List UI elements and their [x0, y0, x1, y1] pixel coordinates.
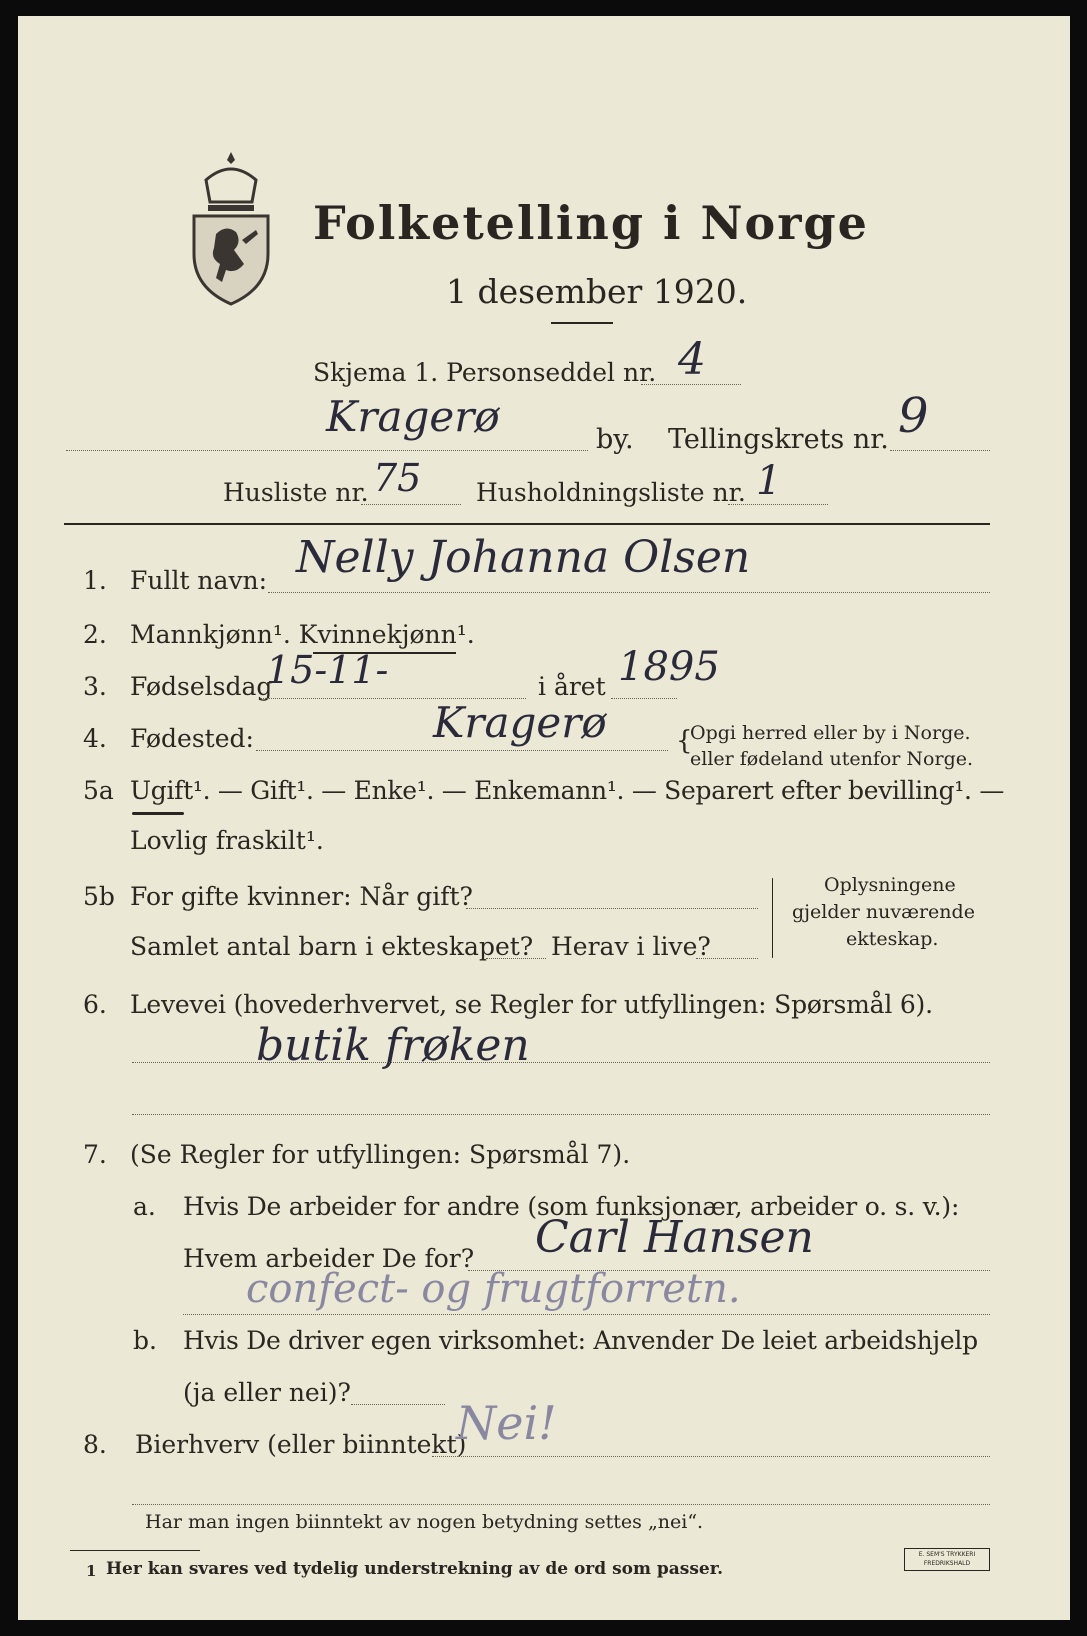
q7-number: 7.: [83, 1140, 107, 1169]
q3-number: 3.: [83, 672, 107, 701]
q5b-bracket: [772, 878, 773, 958]
q5b-note-line1: Oplysningene: [824, 874, 956, 896]
employer-value[interactable]: Carl Hansen: [535, 1212, 814, 1263]
q2-gender-options: Mannkjønn¹. Kvinnekjønn¹.: [130, 620, 475, 649]
q5b-children-label: Samlet antal barn i ekteskapet?: [130, 932, 534, 961]
q6-field-line1: [132, 1062, 990, 1063]
q4-number: 4.: [83, 724, 107, 753]
husliste-field-line: [361, 504, 461, 505]
husholdning-value[interactable]: 1: [756, 458, 782, 504]
birth-day-value[interactable]: 15-11-: [266, 648, 389, 692]
q7-label: (Se Regler for utfyllingen: Spørsmål 7).: [130, 1140, 631, 1169]
schema-label: Skjema 1. Personseddel nr.: [313, 358, 657, 387]
q7a-employer-field-line2: [183, 1314, 990, 1315]
q4-brace: {: [676, 726, 693, 756]
q4-note-line2: eller fødeland utenfor Norge.: [690, 748, 974, 770]
side-income-value[interactable]: Nei!: [456, 1396, 557, 1450]
q7b-label-line2: (ja eller nei)?: [183, 1378, 351, 1407]
footnote-text: Her kan svares ved tydelig understrekning av de ord som passer.: [106, 1559, 724, 1579]
norwegian-coat-of-arms-icon: [186, 150, 276, 308]
q5a-ugift-underline: [132, 812, 184, 815]
q7b-label-line1: Hvis De driver egen virksomhet: Anvender De leiet arbeidshjelp: [183, 1326, 978, 1355]
q1-label: Fullt navn:: [130, 566, 268, 595]
husholdning-field-line: [728, 504, 828, 505]
printer-stamp: E. SEM'S TRYKKERI FREDRIKSHALD: [904, 1548, 990, 1571]
q2-number: 2.: [83, 620, 107, 649]
census-date: 1 desember 1920.: [446, 272, 748, 311]
q5b-note-line3: ekteskap.: [846, 928, 939, 950]
q5b-alive-label: Herav i live?: [551, 932, 711, 961]
employer-business-value[interactable]: confect- og frugtforretn.: [246, 1266, 741, 1312]
q5a-marital-options-continued: Lovlig fraskilt¹.: [130, 826, 324, 855]
by-label: by.: [596, 424, 634, 455]
q4-field-line: [256, 750, 668, 751]
q5b-married-when-label: For gifte kvinner: Når gift?: [130, 882, 473, 911]
birth-year-value[interactable]: 1895: [618, 644, 720, 690]
q4-label: Fødested:: [130, 724, 254, 753]
husholdning-label: Husholdningsliste nr.: [476, 478, 746, 507]
q8-label: Bierhverv (eller biinntekt): [135, 1430, 467, 1459]
q8-field-line: [432, 1456, 990, 1457]
q7b-field-line: [351, 1404, 445, 1405]
schema-number-value[interactable]: 4: [678, 334, 706, 385]
census-form-page: [18, 16, 1070, 1620]
city-field-line: [66, 450, 588, 451]
q1-number: 1.: [83, 566, 107, 595]
q6-field-line2: [132, 1114, 990, 1115]
q1-field-line: [268, 592, 990, 593]
q5a-number: 5a: [83, 776, 114, 805]
header-separator: [64, 523, 990, 525]
q8-field-line2: [132, 1504, 990, 1505]
q6-label: Levevei (hovederhvervet, se Regler for utfyllingen: Spørsmål 6).: [130, 990, 933, 1019]
city-value[interactable]: Kragerø: [326, 392, 500, 441]
q7a-label-line1: Hvis De arbeider for andre (som funksjonær, arbeider o. s. v.):: [183, 1192, 960, 1221]
footnote-rule: [70, 1550, 200, 1551]
q8-number: 8.: [83, 1430, 107, 1459]
footer-note: Har man ingen biinntekt av nogen betydning settes „nei“.: [145, 1511, 704, 1533]
q7a-label-line2: Hvem arbeider De for?: [183, 1244, 475, 1273]
q5b-children-field-line: [486, 958, 546, 959]
tellingskrets-label: Tellingskrets nr.: [668, 424, 889, 455]
q5b-alive-field-line: [696, 958, 758, 959]
occupation-value[interactable]: butik frøken: [256, 1020, 530, 1071]
q3-label: Fødselsdag: [130, 672, 273, 701]
page-title: Folketelling i Norge: [313, 196, 869, 250]
q4-note-line1: Opgi herred eller by i Norge.: [690, 722, 971, 744]
q3-year-field-line: [611, 698, 677, 699]
husliste-label: Husliste nr.: [223, 478, 369, 507]
birthplace-value[interactable]: Kragerø: [433, 698, 607, 747]
husliste-value[interactable]: 75: [373, 456, 422, 500]
q7a-letter: a.: [133, 1192, 156, 1221]
q5b-number: 5b: [83, 882, 115, 911]
full-name-value[interactable]: Nelly Johanna Olsen: [296, 532, 751, 583]
q3-year-label: i året: [538, 672, 606, 701]
tellingskrets-field-line: [890, 450, 990, 451]
footnote-number: 1: [86, 1562, 97, 1580]
q5a-marital-options: Ugift¹. — Gift¹. — Enke¹. — Enkemann¹. — Separert efter bevilling¹. —: [130, 776, 1005, 805]
title-divider: [551, 322, 613, 324]
q6-number: 6.: [83, 990, 107, 1019]
q5b-note-line2: gjelder nuværende: [792, 901, 975, 923]
q5b-married-field-line: [466, 908, 758, 909]
q7b-letter: b.: [133, 1326, 157, 1355]
tellingskrets-value[interactable]: 9: [898, 388, 929, 444]
